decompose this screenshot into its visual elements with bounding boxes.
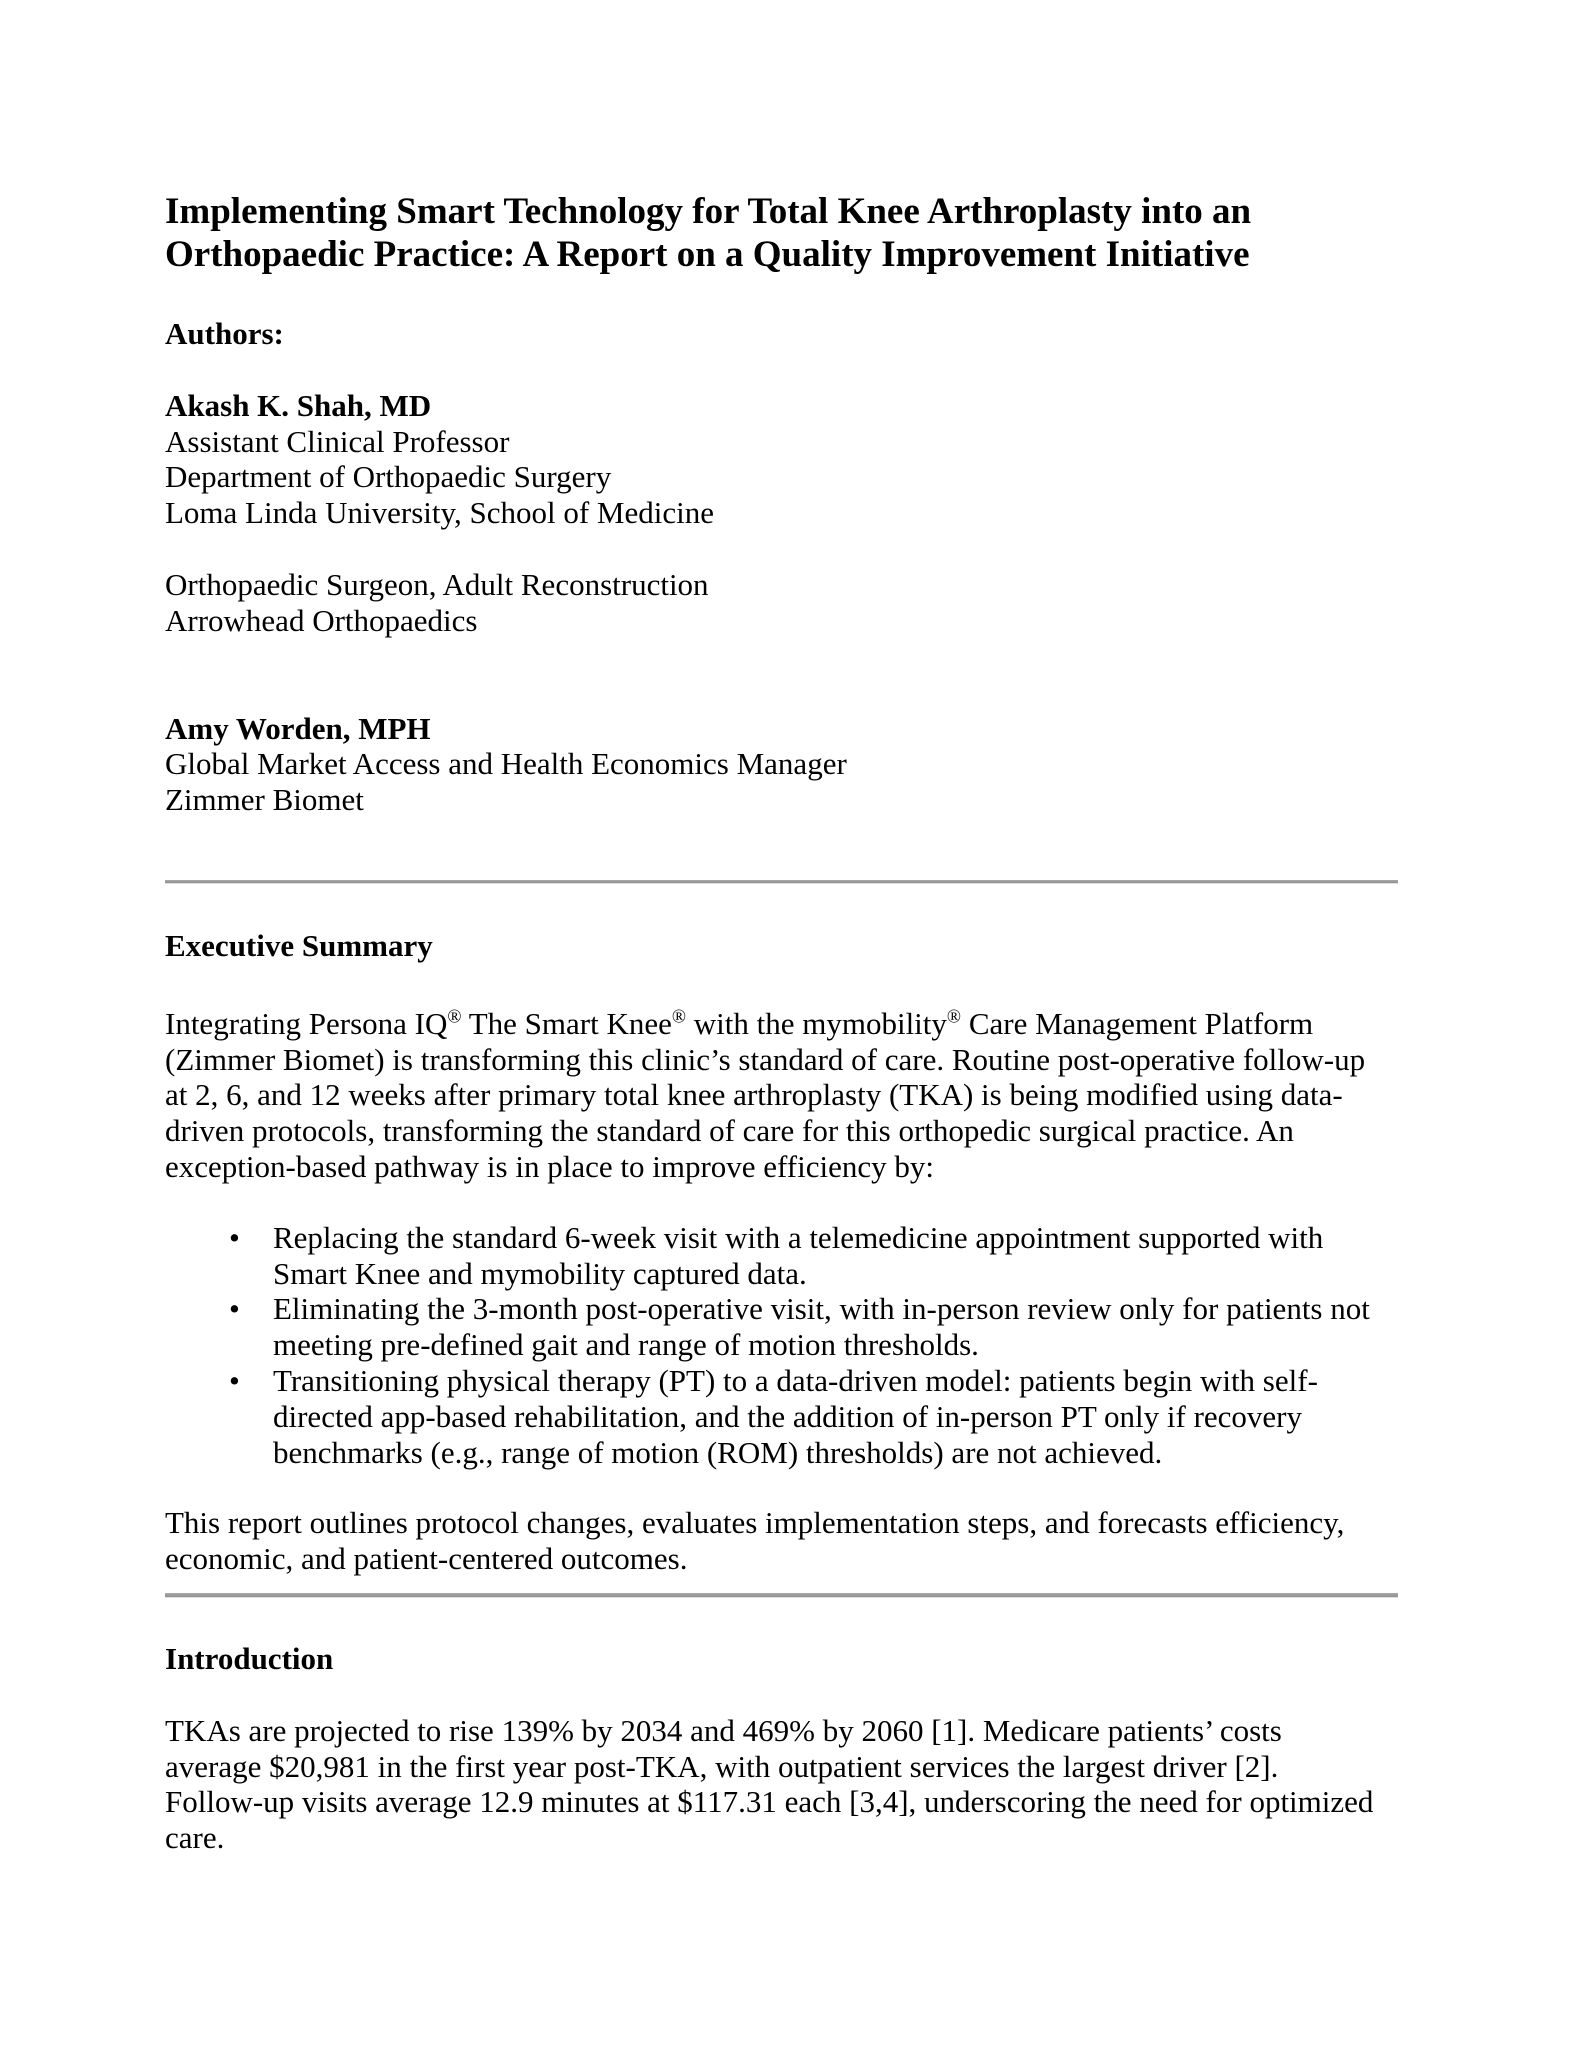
introduction-heading: Introduction: [165, 1640, 334, 1676]
author-block-akash: [165, 388, 1463, 531]
bullet-item: • Eliminating the 3-month post-operative visit, with in-person review only for patients not meeting pre-defined gait and range of motion thresholds.: [165, 1291, 1463, 1363]
author-block-akash-secondary: [165, 567, 1463, 639]
section-divider: [165, 1593, 1398, 1597]
document-title: Implementing Smart Technology for Total Knee Arthroplasty into an Orthopaedic Practice: A Report on a Quality Improvement Initiative: [165, 191, 1252, 275]
author-block-amy: [165, 711, 1463, 818]
section-divider: [165, 880, 1398, 883]
bullet-item: • Replacing the standard 6-week visit with a telemedicine appointment supported with Smart Knee and mymobility captured data.: [165, 1220, 1463, 1292]
author-name: Akash K. Shah, MD: [165, 387, 432, 423]
bullet-item: • Transitioning physical therapy (PT) to a data-driven model: patients begin with self- directed app-based rehabilitation, and the addition of in-person PT only if recovery benchmarks (e.g., range of motion (ROM) thresholds) are not achieved.: [165, 1363, 1463, 1470]
executive-summary-intro-paragraph: Integrating Persona IQ® The Smart Knee® with the mymobility® Care Management Platform (Zimmer Biomet) is transforming this clinic’s standard of care. Routine post-operative follow-up at 2, 6, and 12 weeks after primary total knee arthroplasty (TKA) is being modified using data- driven protocols, transforming the standard of care for this orthopedic surgical practice. An exception-based pathway is in place to improve efficiency by:: [165, 1005, 1366, 1184]
executive-summary-bullet-list: [165, 1220, 1463, 1471]
author-secondary-role-lines: Orthopaedic Surgeon, Adult Reconstruction Arrowhead Orthopaedics: [165, 566, 709, 638]
author-role-lines: Global Market Access and Health Economics Manager Zimmer Biomet: [165, 746, 847, 818]
introduction-paragraph: TKAs are projected to rise 139% by 2034 and 469% by 2060 [1]. Medicare patients’ costs average $20,981 in the first year post-TKA, with outpatient services the largest driver [2]. Follow-up visits average 12.9 minutes at $117.31 each [3,4], underscoring the need for optimized care.: [165, 1712, 1374, 1856]
author-name: Amy Worden, MPH: [165, 710, 431, 746]
executive-summary-heading: Executive Summary: [165, 927, 433, 963]
author-role-lines: Assistant Clinical Professor Department of Orthopaedic Surgery Loma Linda University, School of Medicine: [165, 423, 714, 531]
executive-summary-closing-paragraph: This report outlines protocol changes, evaluates implementation steps, and forecasts efficiency, economic, and patient-centered outcomes.: [165, 1505, 1345, 1577]
authors-label: Authors:: [165, 316, 284, 351]
